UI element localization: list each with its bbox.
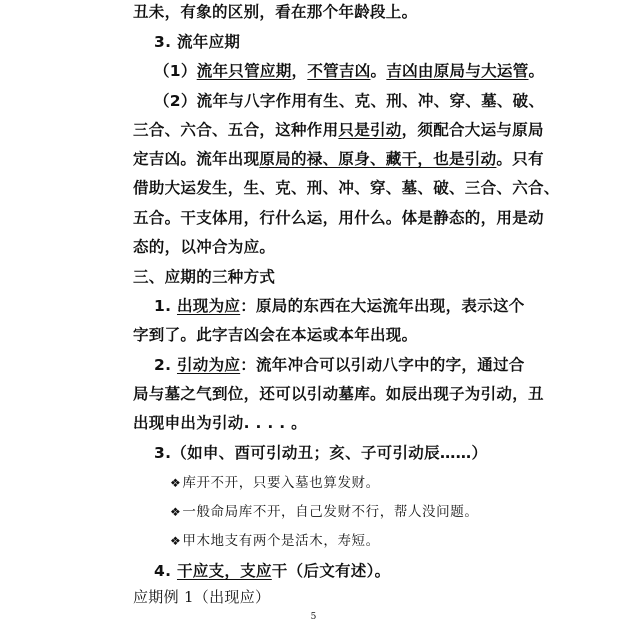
note-line-1 xyxy=(170,472,380,494)
text-line-5 xyxy=(133,119,544,141)
text-segment: 三合、六合、五合，这种作用 xyxy=(133,121,339,139)
text-line-12: 字到了。此字吉凶会在本运或本年出现。 xyxy=(133,326,418,344)
diamond-bullet-icon: ❖ xyxy=(170,505,182,519)
note-line-2 xyxy=(170,501,478,523)
underlined-phrase: 原局的禄、原身、藏干，也是引动 xyxy=(259,150,497,168)
text-line-20 xyxy=(154,560,390,582)
page-number: 5 xyxy=(310,612,317,622)
diamond-bullet-icon: ❖ xyxy=(170,534,182,548)
underlined-phrase: 不管吉凶 xyxy=(307,62,371,80)
note-text: 甲木地支有两个是活木，寿短。 xyxy=(182,533,380,549)
text-segment: ，须配合大运与原局 xyxy=(401,121,544,139)
text-line-14: 局与墓之气到位，还可以引动墓库。如辰出现子为引动，丑 xyxy=(133,385,544,403)
text-segment: 定吉凶。流年出现 xyxy=(133,150,260,168)
text-line-8: 五合。干支体用，行什么运，用什么。体是静态的，用是动 xyxy=(133,209,544,227)
punctuation: ， xyxy=(291,62,308,80)
underlined-phrase: 干应支，支应 xyxy=(176,562,272,580)
text-line-11 xyxy=(154,295,525,317)
diamond-bullet-icon: ❖ xyxy=(170,476,182,490)
text-line-16: 3.（如申、酉可引动丑；亥、子可引动辰……） xyxy=(154,444,488,462)
text-segment: ：原局的东西在大运流年出现，表示这个 xyxy=(240,297,525,315)
text-segment: 。只有 xyxy=(496,150,544,168)
text-line-15: 出现申出为引动. . . . 。 xyxy=(133,414,307,432)
underlined-phrase: 只是引动 xyxy=(338,121,402,139)
example-heading: 应期例 1（出现应） xyxy=(133,588,271,606)
section-heading-three-methods: 三、应期的三种方式 xyxy=(133,268,276,286)
section-heading-flow-year: 3. 流年应期 xyxy=(154,33,241,51)
item-number: 2. xyxy=(154,356,177,374)
underlined-phrase: 出现为应 xyxy=(176,297,241,315)
text-line-7: 借助大运发生，生、克、刑、冲、穿、墓、破、三合、六合、 xyxy=(133,179,560,197)
item-number: （1） xyxy=(154,62,197,80)
text-segment: ：流年冲合可以引动八字中的字，通过合 xyxy=(240,356,525,374)
note-text: 库开不开，只要入墓也算发财。 xyxy=(182,475,380,491)
note-text: 一般命局库不开，自己发财不行，帮人没问题。 xyxy=(182,504,479,520)
punctuation: 。 xyxy=(528,62,545,80)
text-line-1: 丑未，有象的区别，看在那个年龄段上。 xyxy=(133,3,418,21)
text-line-3 xyxy=(154,60,544,82)
text-line-13 xyxy=(154,354,525,376)
text-segment: 干（后文有述）。 xyxy=(271,562,391,580)
item-number: 4. xyxy=(154,562,177,580)
punctuation: 。 xyxy=(370,62,387,80)
underlined-phrase: 流年只管应期 xyxy=(196,62,292,80)
underlined-phrase: 引动为应 xyxy=(176,356,241,374)
underlined-phrase: 吉凶由原局与大运管 xyxy=(386,62,529,80)
item-number: 1. xyxy=(154,297,177,315)
text-line-9: 态的，以冲合为应。 xyxy=(133,238,276,256)
text-line-6 xyxy=(133,148,544,170)
text-line-4: （2）流年与八字作用有生、克、刑、冲、穿、墓、破、 xyxy=(154,92,545,110)
note-line-3 xyxy=(170,530,380,552)
